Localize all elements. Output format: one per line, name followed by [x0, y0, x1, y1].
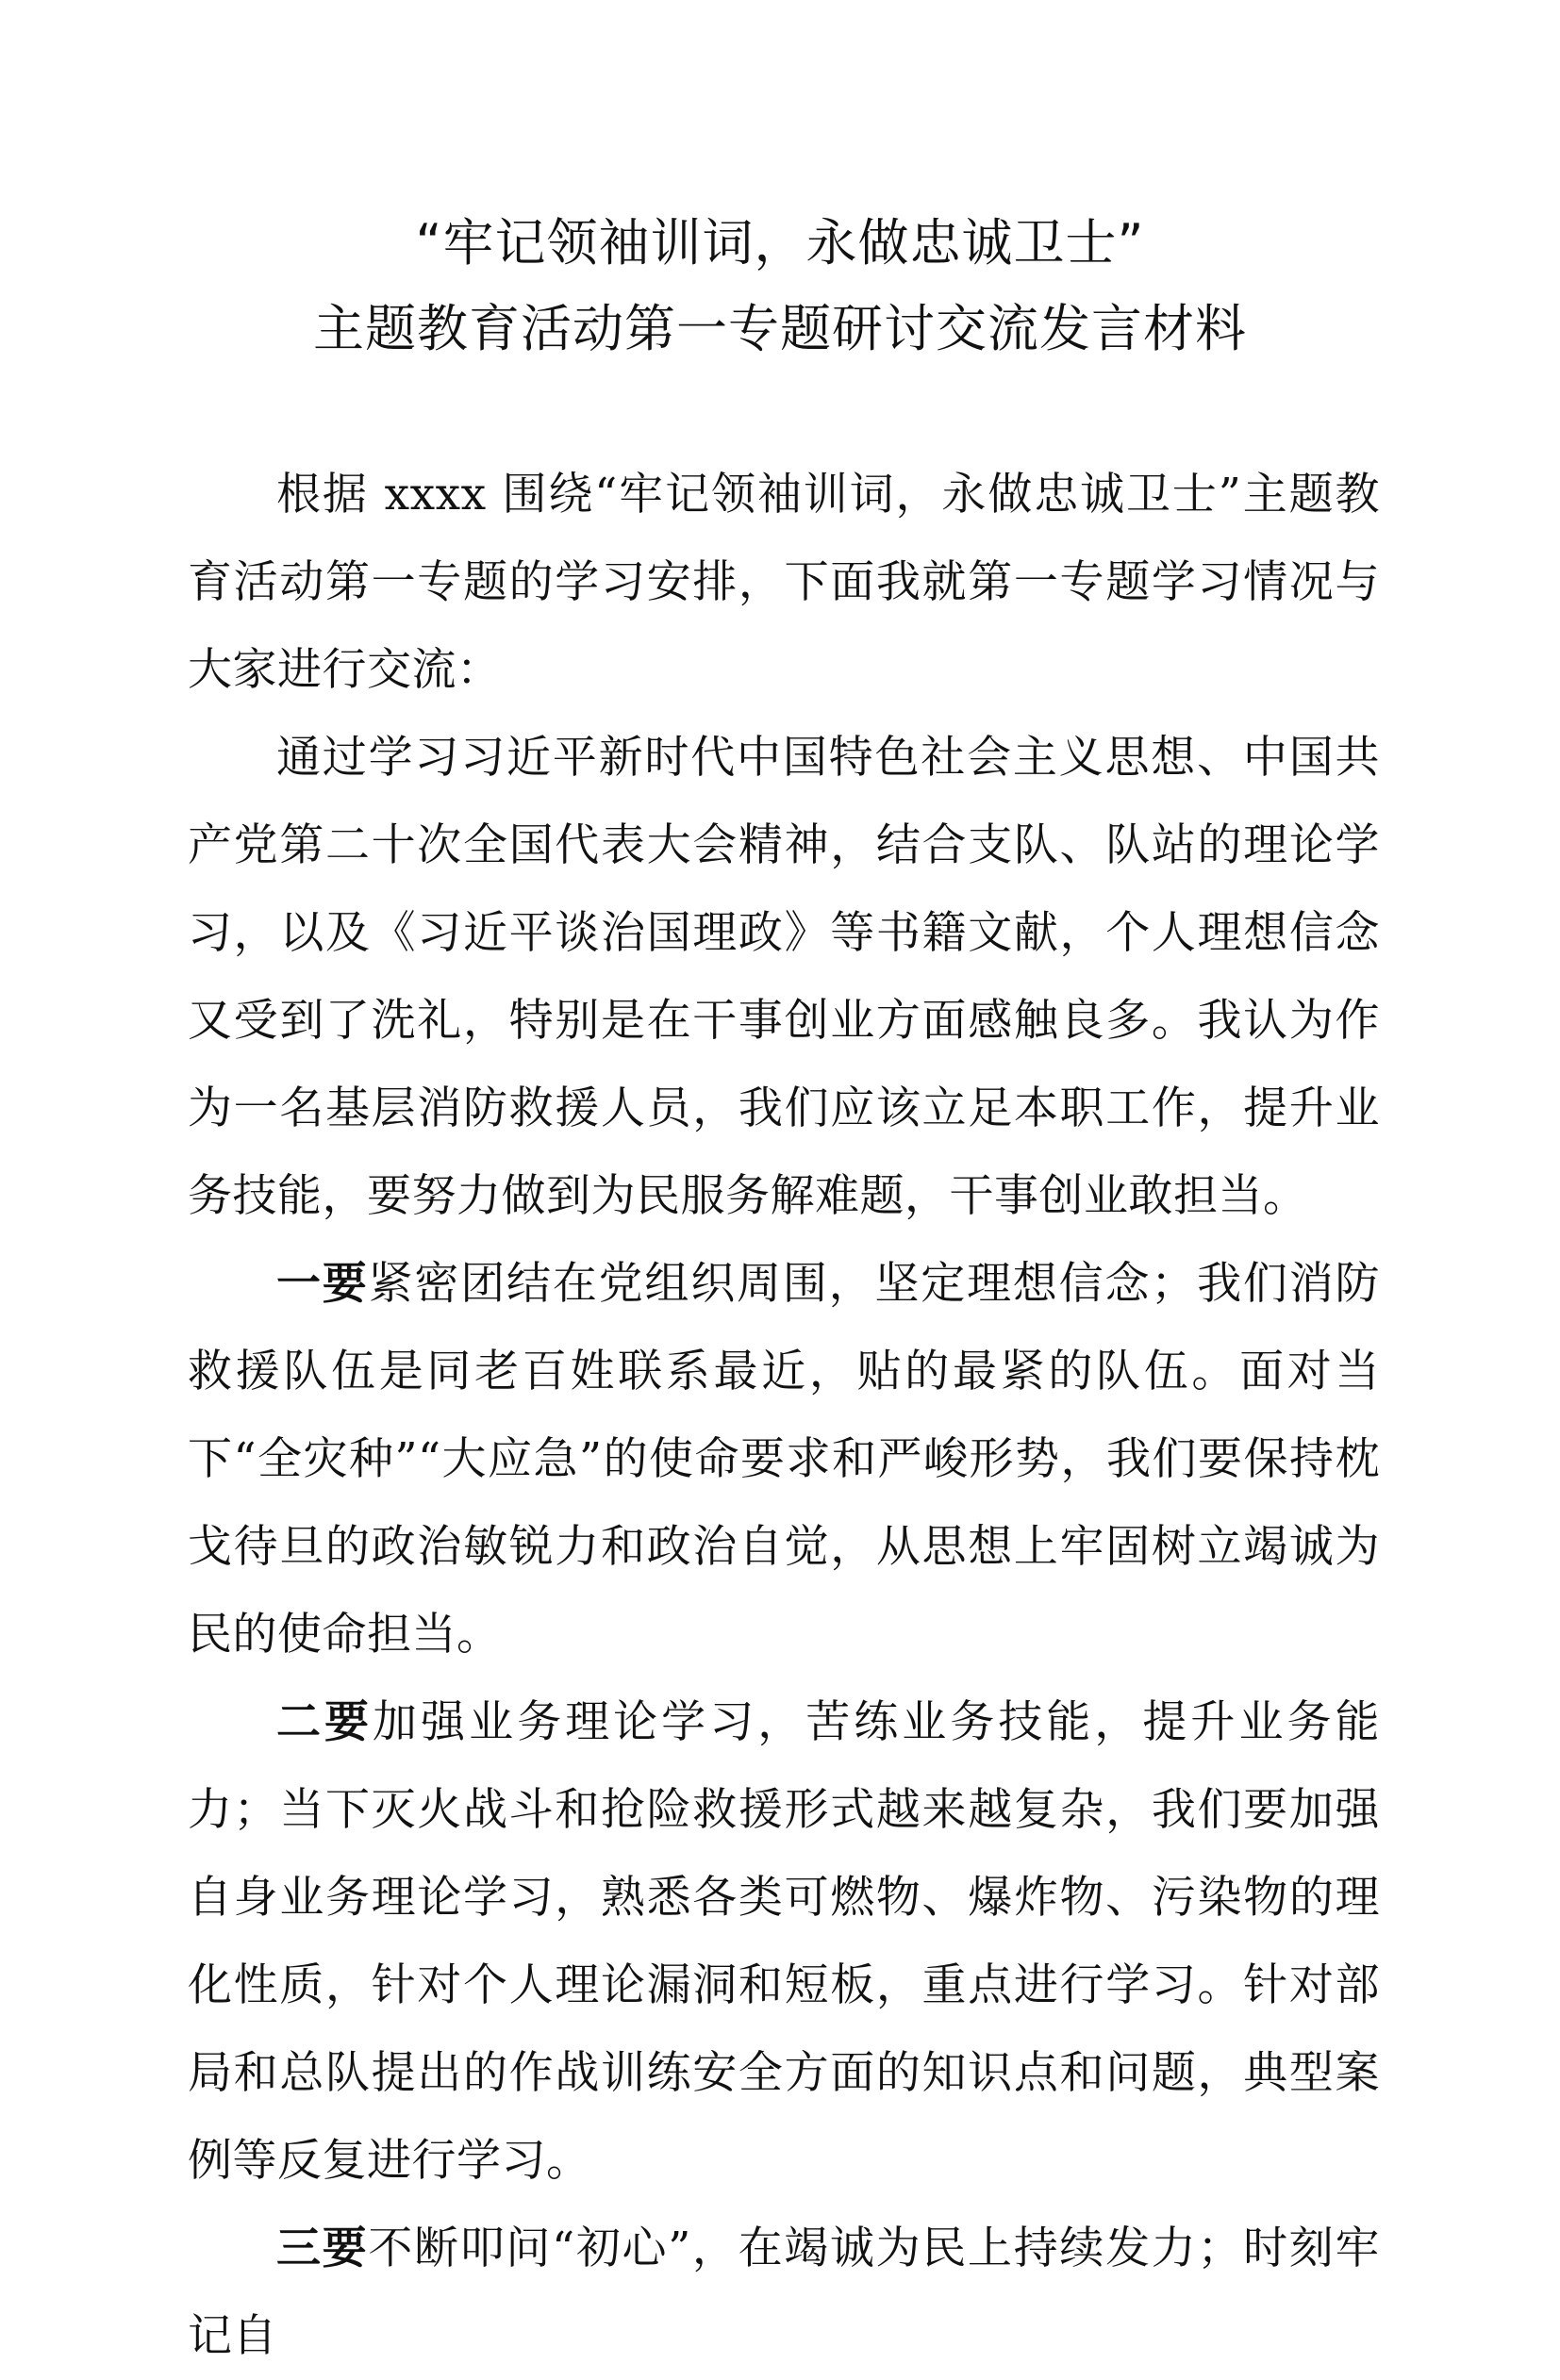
document-body: [188, 451, 1380, 2380]
paragraph-point-one: [188, 1240, 1380, 1678]
paragraph-point-three: [188, 2205, 1380, 2380]
paragraph-text: 根据 xxxx 围绕“牢记领袖训词，永做忠诚卫士”主题教育活动第一专题的学习安排，下面我就第一专题学习情况与大家进行交流：: [188, 469, 1380, 696]
paragraph-text: 通过学习习近平新时代中国特色社会主义思想、中国共产党第二十次全国代表大会精神，结合支队、队站的理论学习，以及《习近平谈治国理政》等书籍文献，个人理想信念又受到了洗礼，特别是在干事创业方面感触良多。我认为作为一名基层消防救援人员，我们应该立足本职工作，提升业务技能，要努力做到为民服务解难题，干事创业敢担当。: [188, 732, 1380, 1222]
paragraph-study-summary: [188, 714, 1380, 1240]
paragraph-text: 不断叩问“初心”，在竭诚为民上持续发力；时刻牢记自: [188, 2223, 1380, 2362]
document-title-line-1: “牢记领袖训词，永做忠诚卫士”: [415, 213, 1145, 273]
paragraph-lead: 一要: [276, 1258, 369, 1310]
paragraph-lead: 三要: [276, 2223, 369, 2274]
paragraph-text: 加强业务理论学习，苦练业务技能，提升业务能力；当下灭火战斗和抢险救援形式越来越复杂，我们要加强自身业务理论学习，熟悉各类可燃物、爆炸物、污染物的理化性质，针对个人理论漏洞和短板，重点进行学习。针对部局和总队提出的作战训练安全方面的知识点和问题，典型案例等反复进行学习。: [188, 1696, 1381, 2187]
paragraph-intro: [188, 451, 1380, 714]
document-title-line-2: 主题教育活动第一专题研讨交流发言材料: [313, 299, 1247, 358]
paragraph-point-two: [188, 1678, 1380, 2205]
paragraph-text: 紧密团结在党组织周围，坚定理想信念；我们消防救援队伍是同老百姓联系最近，贴的最紧的队伍。面对当下“全灾种”“大应急”的使命要求和严峻形势，我们要保持枕戈待旦的政治敏锐力和政治自觉，从思想上牢固树立竭诚为民的使命担当。: [188, 1258, 1380, 1661]
paragraph-lead: 二要: [276, 1696, 373, 1748]
